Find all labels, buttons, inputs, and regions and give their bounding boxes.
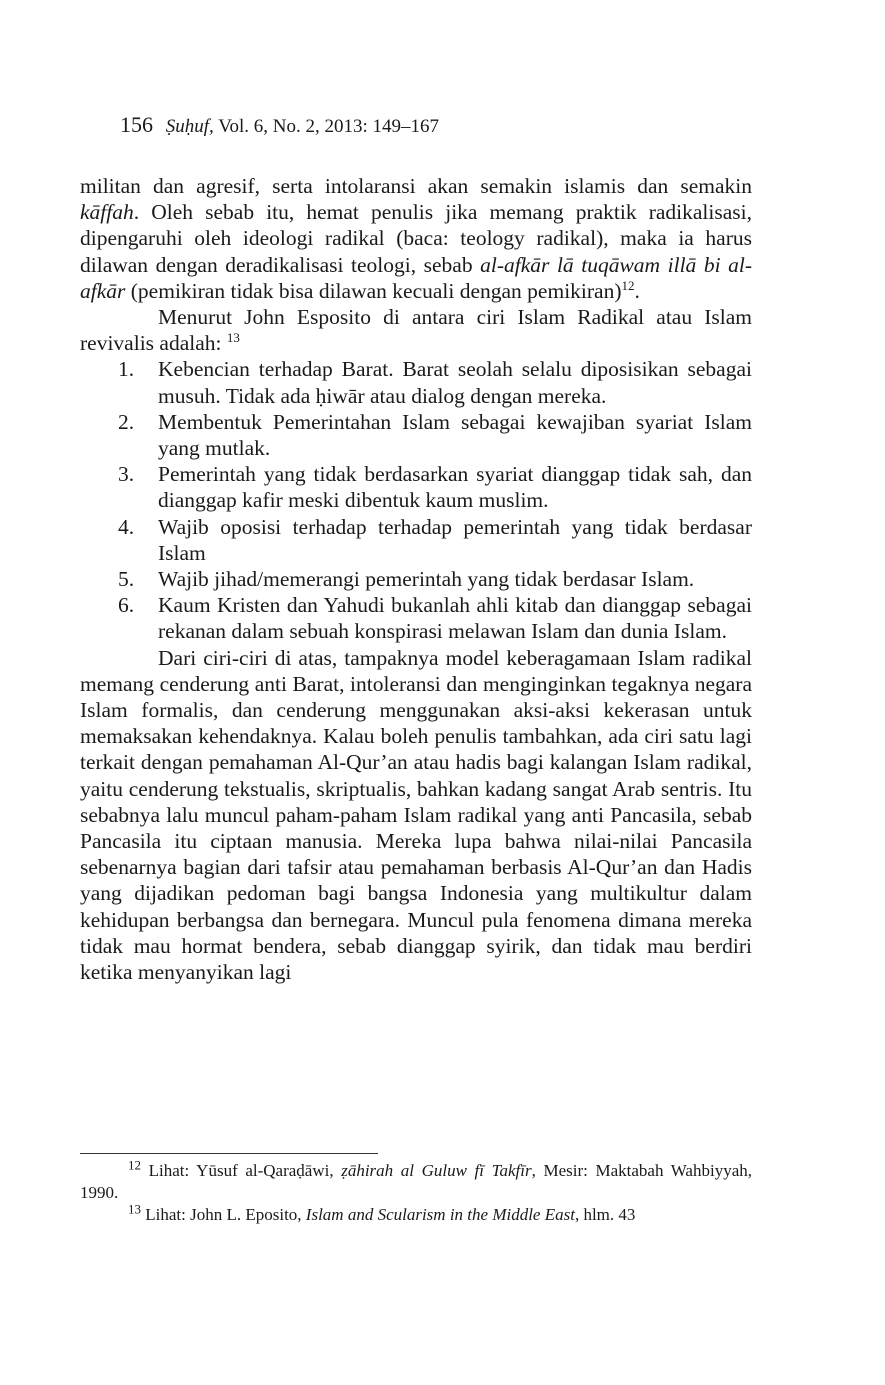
text-run: (pemikiran tidak bisa dilawan kecuali dengan pemikiran) [125,278,622,303]
list-number: 1. [118,357,135,382]
footnote-divider [80,1153,378,1154]
list-item [80,514,752,566]
footnote-ref: 12 [621,277,635,293]
list-text: Wajib jihad/memerangi pemerintah yang tidak berdasar Islam. [158,567,695,592]
list-item [80,356,752,408]
list-text: Membentuk Pemerintahan Islam sebagai kewajiban syariat Islam yang mutlak. [158,409,752,461]
list-text: Kaum Kristen dan Yahudi bukanlah ahli kitab dan dianggap sebagai rekanan dalam sebuah konspirasi melawan Islam dan dunia Islam. [158,593,752,644]
running-header [120,112,439,138]
text-run: . Oleh sebab itu, hemat penulis jika memang praktik radikalisasi, dipengaruhi oleh ideologi radikal (baca: teology radikal), maka ia harus dilawan dengan deradikalisasi teologi, sebab [80,200,752,277]
list-text: Pemerintah yang tidak berdasarkan syariat dianggap tidak sah, dan dianggap kafir meski dibentuk kaum muslim. [158,462,752,513]
text-run: Lihat: John L. Eposito, [145,1205,306,1224]
footnote-12 [80,1157,752,1204]
text-run: militan dan agresif, serta intolaransi akan semakin islamis dan semakin [80,174,752,198]
list-item [80,592,752,644]
list-number: 3. [118,462,135,487]
footnote-number: 12 [128,1157,141,1173]
paragraph-3: Dari ciri-ciri di atas, tampaknya model keberagamaan Islam radikal memang cenderung anti Barat, intoleransi dan menginginkan tegaknya negara Islam formalis, dan cenderung menggunakan aksi-aksi kekerasan untuk memaksakan kehendaknya. Kalau boleh penulis tambahkan, ada ciri satu lagi terkait dengan pemahaman Al-Qur’an atau hadis bagi kalangan Islam radikal, yaitu cenderung tekstualis, skriptualis, bahkan kadang sangat Arab sentris. Itu sebabnya lalu muncul paham-paham Islam radikal yang anti Pancasila, sebab Pancasila itu ciptaan manusia. Mereka lupa bahwa nilai-nilai Pancasila sebenarnya bagian dari tafsir atau pemahaman berbasis Al-Qur’an dan Hadis yang dijadikan pedoman bagi bangsa Indonesia yang multikultur dalam kehidupan berbangsa dan bernegara. Muncul pula fenomena dimana mereka tidak mau hormat bendera, sebab dianggap syirik, dan tidak mau berdiri ketika menyanyikan lagi [80,645,752,985]
list-text: Kebencian terhadap Barat. Barat seolah selalu diposisikan sebagai musuh. Tidak ada ḥiwār atau dialog dengan mereka. [158,357,752,408]
text-run: . [634,278,640,303]
list-number: 6. [118,593,135,618]
list-number: 2. [118,409,135,434]
italic-term: kāffah [80,200,134,225]
list-item [80,566,752,592]
list-text: Wajib oposisi terhadap terhadap pemerintah yang tidak berdasar Islam [158,514,752,565]
italic-term: al-afkār lā tuqāwam illā bi al-afkār [80,252,752,303]
text-run: Lihat: Yūsuf al-Qaraḍāwi, [148,1161,342,1180]
paragraph-2 [80,304,752,356]
paragraph-1 [80,173,752,304]
list-item [80,409,752,461]
footnote-13 [80,1201,752,1226]
criteria-list [80,356,752,644]
list-item [80,461,752,513]
italic-title: ẓāhirah al Guluw fī Takfīr [341,1161,532,1180]
list-number: 5. [118,567,135,592]
main-text [80,173,752,985]
journal-name: Ṣuḥuf, [165,116,214,137]
footnote-number: 13 [128,1201,141,1217]
text-run: Menurut John Esposito di antara ciri Islam Radikal atau Islam revivalis adalah: [80,305,752,356]
list-number: 4. [118,514,135,539]
text-run: , Mesir: Maktabah Wahbiyyah, 1990. [80,1161,752,1202]
journal-citation: Vol. 6, No. 2, 2013: 149–167 [218,116,440,137]
text-run: , hlm. 43 [574,1205,636,1224]
page-number: 156 [120,112,153,137]
footnote-ref: 13 [226,330,240,346]
italic-title: Islam and Scularism in the Middle East [305,1205,575,1224]
footnotes [80,1157,752,1226]
